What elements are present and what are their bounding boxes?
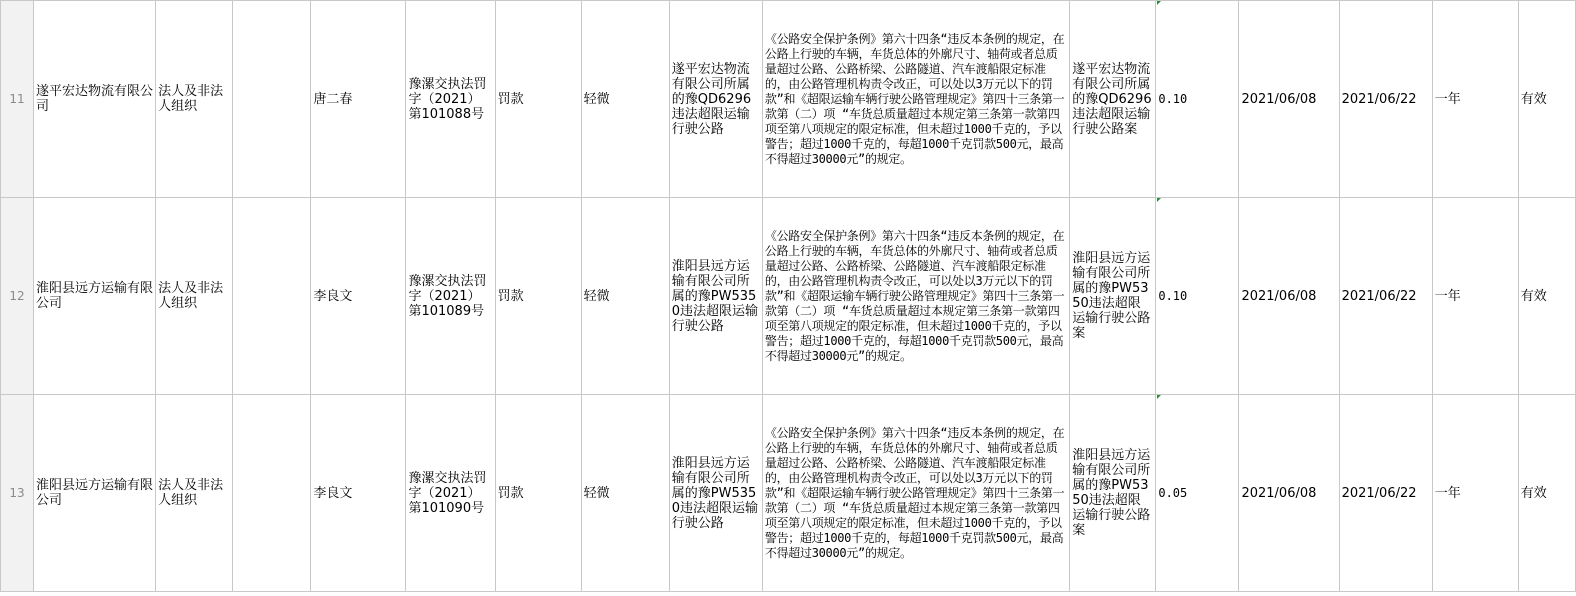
severity-cell[interactable]: 轻微 — [581, 395, 669, 592]
penalty-type-cell[interactable]: 罚款 — [495, 1, 581, 198]
decision-date-cell[interactable]: 2021/06/08 — [1239, 198, 1339, 395]
fine-amount-cell[interactable]: 0.10 — [1156, 198, 1239, 395]
table-row[interactable] — [1, 395, 1576, 592]
party-type-cell[interactable]: 法人及非法人组织 — [156, 198, 233, 395]
cell-marker-icon — [1157, 1, 1161, 5]
penalty-type-cell[interactable]: 罚款 — [495, 198, 581, 395]
cell-marker-icon — [1157, 395, 1161, 399]
case-name-cell[interactable]: 淮阳县远方运输有限公司所属的豫PW5350违法超限运输行驶公路案 — [1070, 198, 1156, 395]
violation-cell[interactable]: 淮阳县远方运输有限公司所属的豫PW5350违法超限运输行驶公路 — [669, 198, 762, 395]
publicity-date-cell[interactable]: 2021/06/22 — [1339, 395, 1432, 592]
party-name-cell[interactable]: 淮阳县远方运输有限公司 — [34, 395, 156, 592]
publicity-period-cell[interactable]: 一年 — [1432, 198, 1518, 395]
severity-cell[interactable]: 轻微 — [581, 1, 669, 198]
row-header[interactable]: 13 — [1, 395, 34, 592]
decision-number-cell[interactable]: 豫漯交执法罚字（2021）第101089号 — [406, 198, 495, 395]
publicity-date-cell[interactable]: 2021/06/22 — [1339, 1, 1432, 198]
legal-basis-cell[interactable]: 《公路安全保护条例》第六十四条“违反本条例的规定，在公路上行驶的车辆，车货总体的外廓尺寸、轴荷或者总质量超过公路、公路桥梁、公路隧道、汽车渡船限定标准的，由公路管理机构责令改正，可以处以3万元以下的罚款”和《超限运输车辆行驶公路管理规定》第四十三条第一款第（二）项 “车货总质量超过本规定第三条第一款第四项至第八项规定的限定标准，但未超过1000千克的，予以警告；超过1000千克的，每超1000千克罚款500元，最高不得超过30000元”的规定。 — [762, 395, 1069, 592]
publicity-date-cell[interactable]: 2021/06/22 — [1339, 198, 1432, 395]
status-cell[interactable]: 有效 — [1518, 1, 1575, 198]
table-row[interactable] — [1, 198, 1576, 395]
violation-cell[interactable]: 遂平宏达物流有限公司所属的豫QD6296违法超限运输行驶公路 — [669, 1, 762, 198]
decision-date-cell[interactable]: 2021/06/08 — [1239, 395, 1339, 592]
legal-basis-cell[interactable]: 《公路安全保护条例》第六十四条“违反本条例的规定，在公路上行驶的车辆，车货总体的外廓尺寸、轴荷或者总质量超过公路、公路桥梁、公路隧道、汽车渡船限定标准的，由公路管理机构责令改正，可以处以3万元以下的罚款”和《超限运输车辆行驶公路管理规定》第四十三条第一款第（二）项 “车货总质量超过本规定第三条第一款第四项至第八项规定的限定标准，但未超过1000千克的，予以警告；超过1000千克的，每超1000千克罚款500元，最高不得超过30000元”的规定。 — [762, 198, 1069, 395]
party-type-cell[interactable]: 法人及非法人组织 — [156, 395, 233, 592]
case-name-cell[interactable]: 遂平宏达物流有限公司所属的豫QD6296违法超限运输行驶公路案 — [1070, 1, 1156, 198]
legal-basis-cell[interactable]: 《公路安全保护条例》第六十四条“违反本条例的规定，在公路上行驶的车辆，车货总体的外廓尺寸、轴荷或者总质量超过公路、公路桥梁、公路隧道、汽车渡船限定标准的，由公路管理机构责令改正，可以处以3万元以下的罚款”和《超限运输车辆行驶公路管理规定》第四十三条第一款第（二）项 “车货总质量超过本规定第三条第一款第四项至第八项规定的限定标准，但未超过1000千克的，予以警告；超过1000千克的，每超1000千克罚款500元，最高不得超过30000元”的规定。 — [762, 1, 1069, 198]
publicity-period-cell[interactable]: 一年 — [1432, 1, 1518, 198]
row-header[interactable]: 11 — [1, 1, 34, 198]
severity-cell[interactable]: 轻微 — [581, 198, 669, 395]
legal-rep-cell[interactable]: 唐二春 — [311, 1, 406, 198]
empty-cell[interactable] — [233, 395, 311, 592]
cell-marker-icon — [1157, 198, 1161, 202]
party-name-cell[interactable]: 遂平宏达物流有限公司 — [34, 1, 156, 198]
decision-number-cell[interactable]: 豫漯交执法罚字（2021）第101090号 — [406, 395, 495, 592]
table-row[interactable] — [1, 1, 1576, 198]
fine-amount-cell[interactable]: 0.10 — [1156, 1, 1239, 198]
legal-rep-cell[interactable]: 李良文 — [311, 395, 406, 592]
legal-rep-cell[interactable]: 李良文 — [311, 198, 406, 395]
empty-cell[interactable] — [233, 198, 311, 395]
case-name-cell[interactable]: 淮阳县远方运输有限公司所属的豫PW5350违法超限运输行驶公路案 — [1070, 395, 1156, 592]
status-cell[interactable]: 有效 — [1518, 395, 1575, 592]
publicity-period-cell[interactable]: 一年 — [1432, 395, 1518, 592]
decision-date-cell[interactable]: 2021/06/08 — [1239, 1, 1339, 198]
party-name-cell[interactable]: 淮阳县远方运输有限公司 — [34, 198, 156, 395]
party-type-cell[interactable]: 法人及非法人组织 — [156, 1, 233, 198]
status-cell[interactable]: 有效 — [1518, 198, 1575, 395]
empty-cell[interactable] — [233, 1, 311, 198]
row-header[interactable]: 12 — [1, 198, 34, 395]
decision-number-cell[interactable]: 豫漯交执法罚字（2021）第101088号 — [406, 1, 495, 198]
fine-amount-cell[interactable]: 0.05 — [1156, 395, 1239, 592]
violation-cell[interactable]: 淮阳县远方运输有限公司所属的豫PW5350违法超限运输行驶公路 — [669, 395, 762, 592]
penalty-type-cell[interactable]: 罚款 — [495, 395, 581, 592]
